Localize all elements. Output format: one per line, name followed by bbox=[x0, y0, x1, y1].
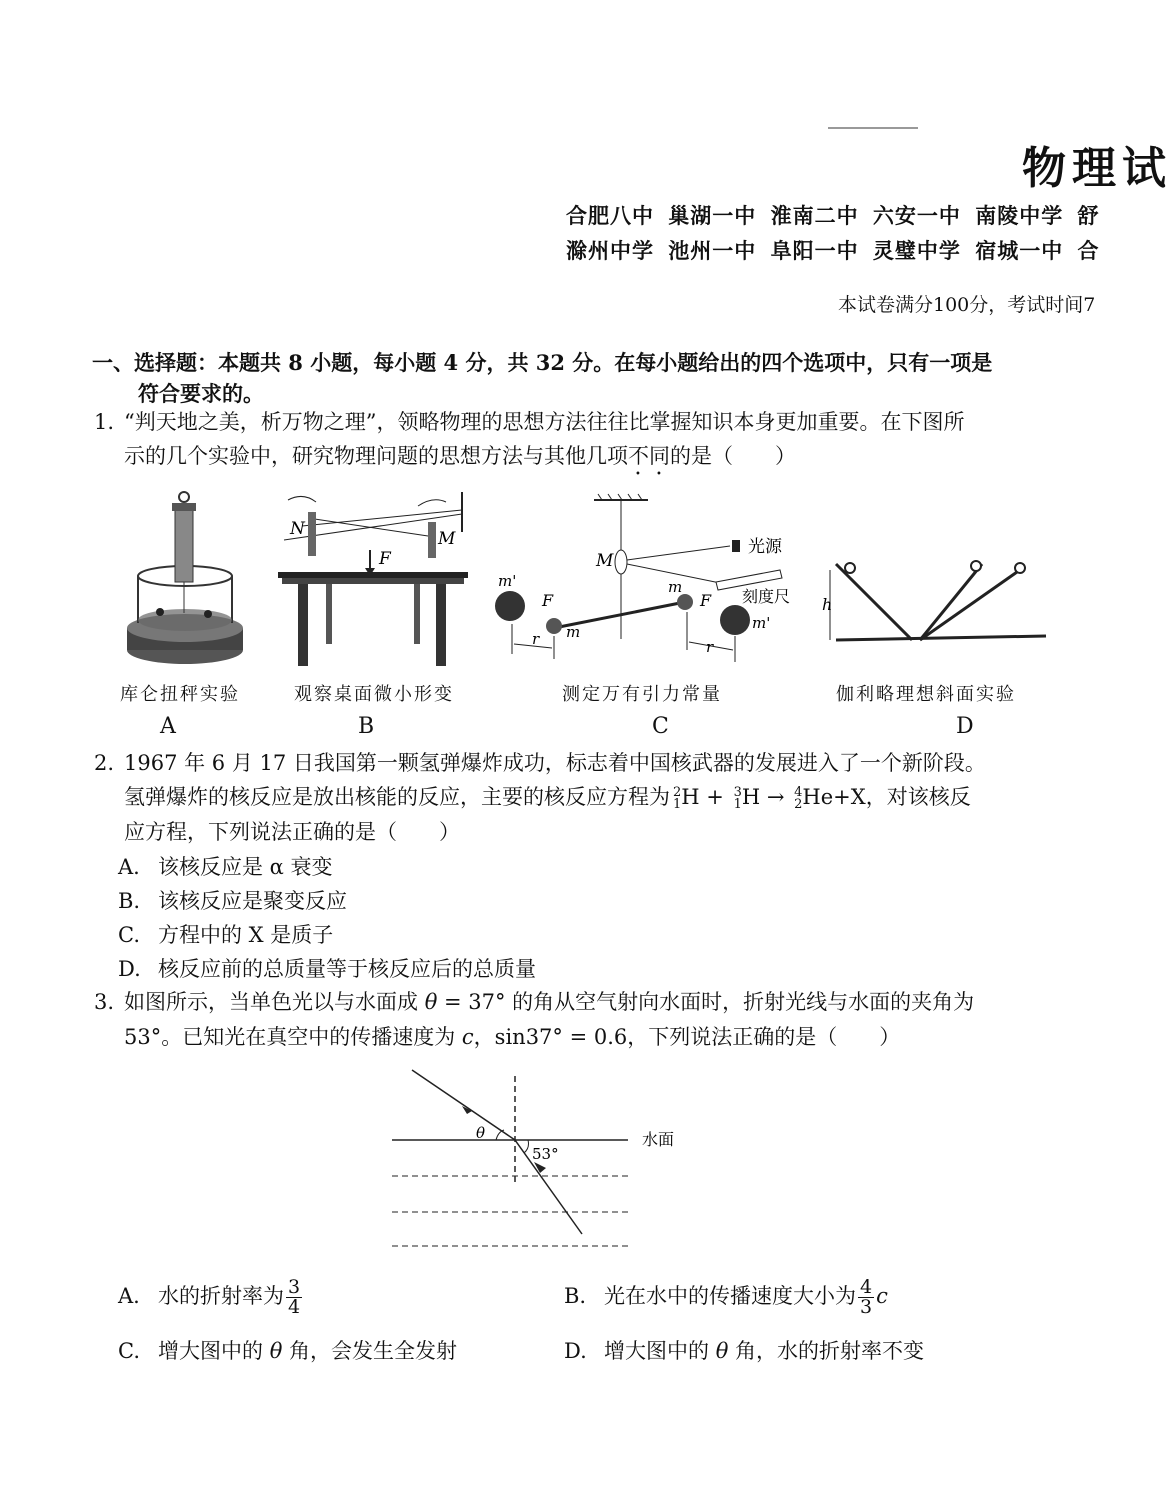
fraction: $\frac{4}{3}$ bbox=[860, 1276, 873, 1318]
option-letter-b: B bbox=[358, 714, 375, 739]
option-letter-a: A bbox=[160, 714, 176, 739]
header-rule bbox=[828, 127, 918, 129]
emphasis-char: 不 bbox=[628, 444, 649, 468]
figure-c-cavendish bbox=[490, 494, 810, 669]
caption-a: 库仑扭秤实验 bbox=[120, 684, 240, 705]
label-mprime-right: m' bbox=[752, 614, 771, 632]
label-h: h bbox=[822, 595, 833, 614]
question-number: 2. bbox=[94, 751, 115, 775]
label-mirror-m: M bbox=[596, 551, 614, 571]
label-m-left: m bbox=[566, 623, 581, 641]
theta-label: θ bbox=[476, 1124, 486, 1142]
page-title: 物理试 bbox=[1022, 143, 1172, 194]
figure-a-torsion-balance bbox=[120, 488, 250, 673]
q3-option-d[interactable]: D. 增大图中的 θ 角，水的折射率不变 bbox=[564, 1339, 925, 1363]
question-3-line1: 如图所示，当单色光以与水面成 θ = 37° 的角从空气射向水面时，折射光线与水面的夹角为 bbox=[124, 990, 975, 1014]
label-m: M bbox=[438, 529, 456, 549]
q2-option-b[interactable]: B. 该核反应是聚变反应 bbox=[118, 889, 347, 913]
question-2-line1: 1967 年 6 月 17 日我国第一颗氢弹爆炸成功，标志着中国核武器的发展进入了一个新阶段。 bbox=[124, 751, 986, 775]
caption-c: 测定万有引力常量 bbox=[562, 684, 722, 705]
label-light-source: 光源 bbox=[748, 537, 782, 557]
option-letter-c: C bbox=[652, 714, 669, 739]
section-heading-line1: 一、选择题：本题共 8 小题，每小题 4 分，共 32 分。在每小题给出的四个选项中，只有一项是 bbox=[92, 350, 993, 375]
angle-label: 53° bbox=[532, 1145, 559, 1163]
q3-option-c[interactable]: C. 增大图中的 θ 角，会发生全发射 bbox=[118, 1339, 458, 1363]
figure-b-table-deformation bbox=[278, 492, 473, 672]
q2-option-d[interactable]: D. 核反应前的总质量等于核反应后的总质量 bbox=[118, 957, 536, 981]
caption-d: 伽利略理想斜面实验 bbox=[836, 684, 1016, 705]
label-m-right: m bbox=[668, 578, 683, 596]
option-letter-d: D bbox=[956, 714, 974, 739]
label-r-right: r bbox=[706, 638, 714, 656]
fraction: $\frac{3}{4}$ bbox=[288, 1276, 301, 1318]
label-mprime-left: m' bbox=[498, 572, 517, 590]
section-heading-line2: 符合要求的。 bbox=[138, 381, 264, 406]
question-2-line2: 氢弹爆炸的核反应是放出核能的反应，主要的核反应方程为 2 1 H + 3 1 H → 4 2 He+X，对该核反 bbox=[124, 784, 971, 812]
label-ruler: 刻度尺 bbox=[742, 587, 791, 606]
section-heading bbox=[92, 347, 1062, 409]
figure-d-incline bbox=[822, 556, 1047, 646]
question-2-line3: 应方程，下列说法正确的是（ ） bbox=[124, 820, 460, 844]
question-number: 3. bbox=[94, 990, 115, 1014]
label-n: N bbox=[290, 519, 305, 539]
q3-option-a[interactable]: A. 水的折射率为 $\frac{3}{4}$ bbox=[118, 1276, 301, 1318]
label-f-right: F bbox=[700, 591, 712, 610]
refraction-diagram bbox=[388, 1066, 698, 1251]
question-1-line2: 示的几个实验中，研究物理问题的思想方法与其他几项不同的是（ ） bbox=[124, 444, 796, 468]
caption-b: 观察桌面微小形变 bbox=[294, 684, 454, 705]
schools-line-2: 滁州中学 池州一中 阜阳一中 灵璧中学 宿城一中 合 bbox=[566, 238, 1100, 263]
surface-label: 水面 bbox=[642, 1130, 675, 1149]
q2-option-a[interactable]: A. 该核反应是 α 衰变 bbox=[118, 855, 333, 879]
question-number: 1. bbox=[94, 410, 115, 434]
question-3-line2: 53°。已知光在真空中的传播速度为 c，sin37° = 0.6，下列说法正确的是（ ） bbox=[124, 1025, 901, 1049]
exam-note: 本试卷满分100分，考试时间7 bbox=[838, 294, 1096, 316]
schools-line-1: 合肥八中 巢湖一中 淮南二中 六安一中 南陵中学 舒 bbox=[566, 203, 1100, 228]
label-f-left: F bbox=[542, 591, 554, 610]
q3-option-b[interactable]: B. 光在水中的传播速度大小为 $\frac{4}{3}$ c bbox=[564, 1276, 888, 1318]
nuclear-equation: 2 1 H + 3 1 H → 4 2 He+X bbox=[673, 784, 866, 812]
q2-option-c[interactable]: C. 方程中的 X 是质子 bbox=[118, 923, 334, 947]
label-r-left: r bbox=[532, 630, 540, 648]
question-1-line1: “判天地之美，析万物之理”，领略物理的思想方法往往比掌握知识本身更加重要。在下图所 bbox=[124, 410, 965, 434]
emphasis-char: 同 bbox=[649, 444, 670, 468]
label-f: F bbox=[379, 549, 391, 569]
